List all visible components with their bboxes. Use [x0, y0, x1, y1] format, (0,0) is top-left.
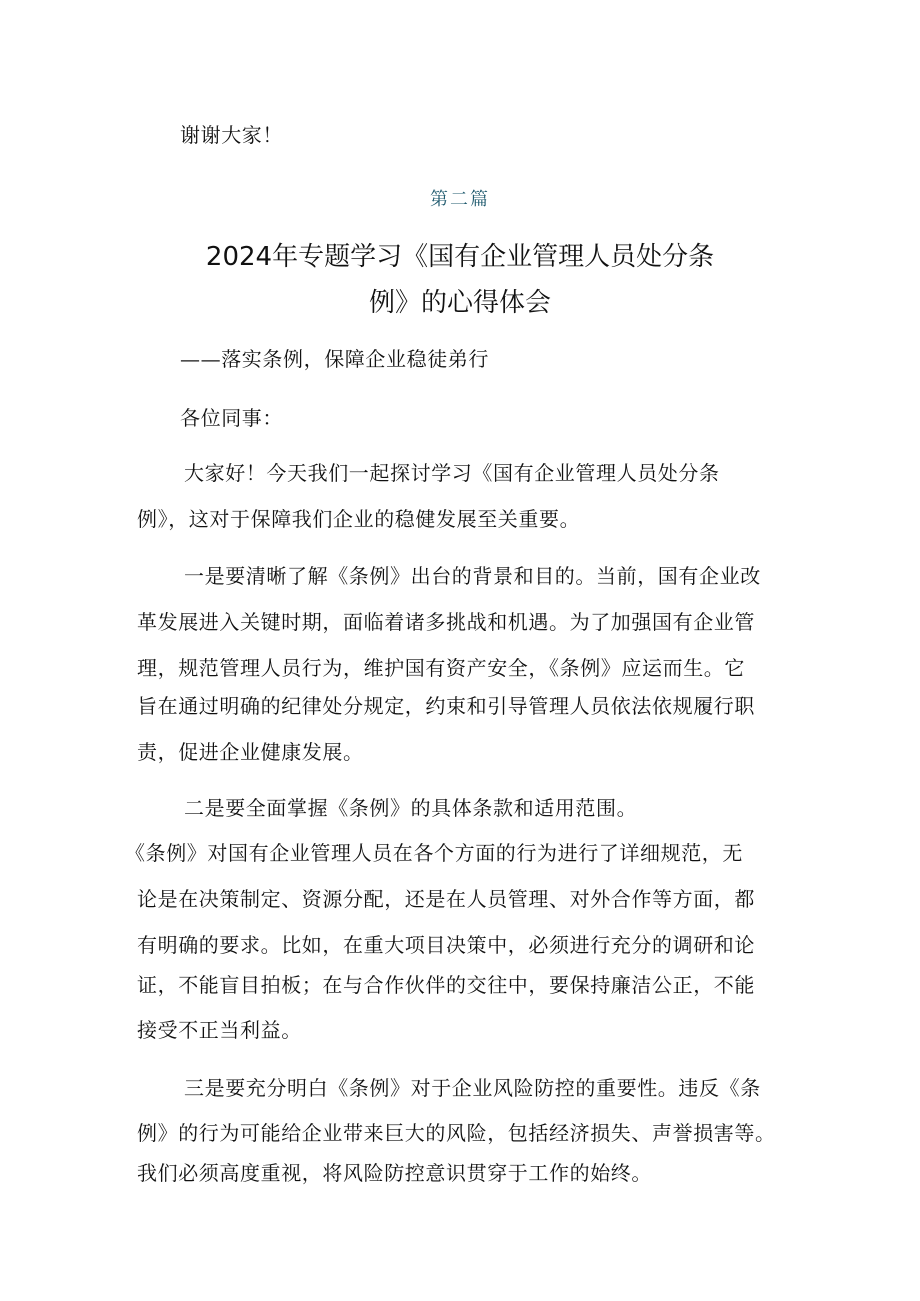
paragraph-3-line: 三是要充分明白《条例》对于企业风险防控的重要性。违反《条 — [184, 1076, 761, 1100]
paragraph-3-line: 例》的行为可能给企业带来巨大的风险，包括经济损失、声誉损害等。 — [137, 1121, 776, 1145]
salutation: 各位同事： — [180, 406, 283, 430]
closing-line: 谢谢大家！ — [180, 123, 283, 147]
paragraph-2-line: 《条例》对国有企业管理人员在各个方面的行为进行了详细规范，无 — [125, 841, 743, 865]
document-title-line-2: 例》的心得体会 — [368, 288, 551, 318]
paragraph-2-line: 二是要全面掌握《条例》的具体条款和适用范围。 — [184, 796, 638, 820]
paragraph-1-line: 一是要清晰了解《条例》出台的背景和目的。当前，国有企业改 — [184, 564, 761, 588]
paragraph-1-line: 责，促进企业健康发展。 — [137, 740, 364, 764]
document-subtitle: ——落实条例，保障企业稳徒弟行 — [180, 347, 489, 371]
paragraph-intro-line: 大家好！今天我们一起探讨学习《国有企业管理人员处分条 — [184, 461, 720, 485]
paragraph-1-line: 革发展进入关键时期，面临着诸多挑战和机遇。为了加强国有企业管 — [137, 610, 755, 634]
paragraph-2-line: 有明确的要求。比如，在重大项目决策中，必须进行充分的调研和论 — [137, 933, 755, 957]
paragraph-2-line: 证，不能盲目拍板；在与合作伙伴的交往中，要保持廉洁公正，不能 — [137, 973, 755, 997]
paragraph-1-line: 旨在通过明确的纪律处分规定，约束和引导管理人员依法依规履行职 — [137, 694, 755, 718]
paragraph-intro-line: 例》，这对于保障我们企业的稳健发展至关重要。 — [137, 507, 581, 531]
section-label: 第二篇 — [430, 189, 490, 210]
paragraph-2-line: 论是在决策制定、资源分配，还是在人员管理、对外合作等方面，都 — [137, 887, 755, 911]
paragraph-1-line: 理，规范管理人员行为，维护国有资产安全，《条例》应运而生。它 — [137, 656, 745, 680]
paragraph-3-line: 我们必须高度重视，将风险防控意识贯穿于工作的始终。 — [137, 1161, 652, 1185]
document-title-line-1: 2024年专题学习《国有企业管理人员处分条 — [205, 242, 715, 272]
paragraph-2-line: 接受不正当利益。 — [137, 1018, 302, 1042]
